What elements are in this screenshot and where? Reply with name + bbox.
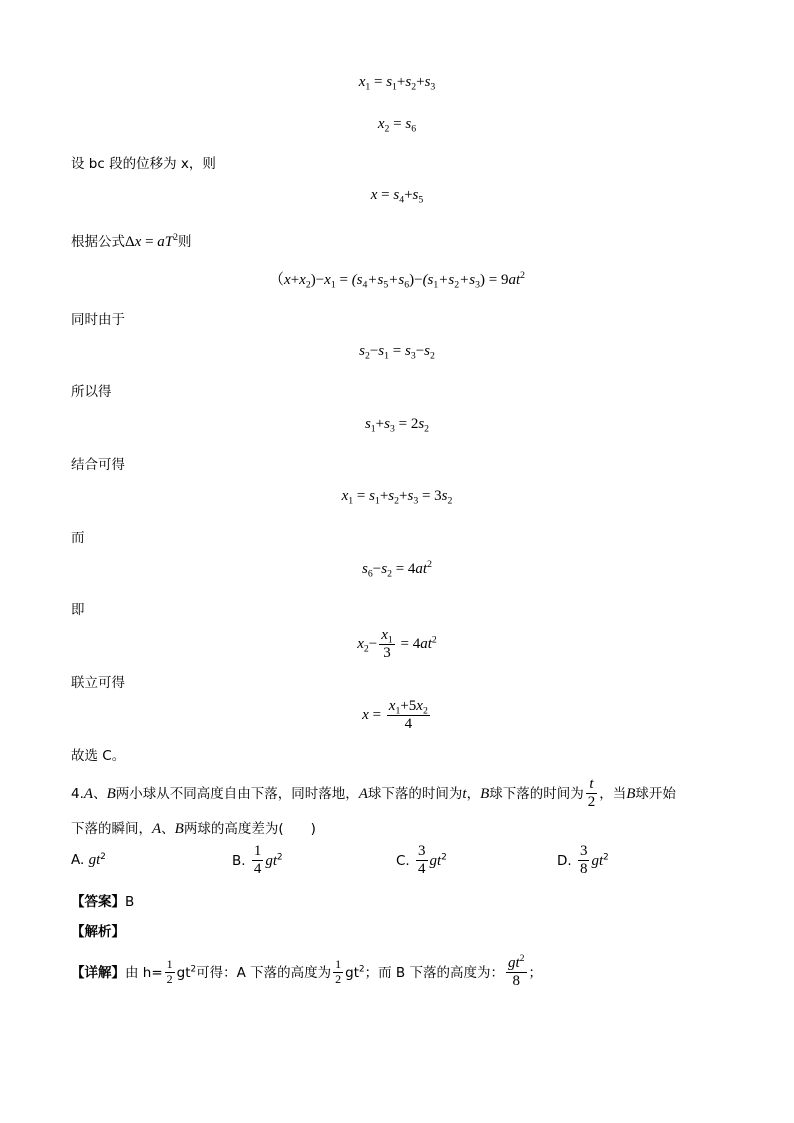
var: s [424,343,431,359]
sub: 2 [394,495,400,507]
option-label: C. [396,852,410,869]
var: B [626,785,636,802]
numerator: 1 [335,957,342,972]
text: 两球的高度差为( ) [183,821,316,837]
var: x [299,272,306,288]
denominator: 2 [587,794,596,811]
question-4-line-1 [71,776,676,812]
text: 球下落的时间为 [489,785,584,802]
sub: 1 [392,81,397,93]
var: A [83,785,94,802]
paren: ) [409,272,415,288]
var: T [164,234,174,250]
op: = [356,488,366,504]
op: = [373,74,383,90]
var: x [284,272,291,288]
text: 根据公式 [71,234,125,250]
numerator: 1 [252,843,264,861]
term: +s [438,272,455,288]
paren: （ [269,272,285,288]
fraction [586,776,598,812]
op: = [421,488,431,504]
op: = [392,343,402,359]
op: = [372,707,382,724]
denominator: 4 [253,861,262,878]
sub: 3 [413,495,419,507]
text-simul: 联立可得 [71,675,125,691]
var: x [388,698,396,714]
op: = [145,234,154,250]
option-label: A. [71,852,85,868]
sub: 6 [404,279,410,291]
op: + [396,74,406,90]
var: x [358,74,366,90]
equation-x2-frac [0,627,794,663]
text: 球开始 [635,785,676,802]
var: s [364,416,371,432]
op: = [400,636,409,653]
sub: 5 [383,279,389,291]
sub: 1 [387,634,393,646]
op: − [369,343,379,359]
var: s [388,488,395,504]
op: = [395,561,405,577]
equation-s-diff [0,343,794,360]
num: 2 [410,416,419,432]
term: +s [459,272,476,288]
sub: 2 [305,279,311,291]
text-choose: 故选 C。 [71,748,126,764]
var: B [174,821,184,837]
option-d [557,843,609,879]
option-b [232,843,283,879]
var: A [358,785,368,802]
sub: 2 [387,568,392,580]
text: gt [345,964,360,981]
sub: 2 [430,350,435,362]
symbol: Δ [125,234,135,250]
var: x [416,698,423,714]
op: + [375,416,385,432]
denominator: 4 [404,716,413,733]
var: s [393,187,400,203]
detail-line [71,955,542,991]
op: − [415,343,425,359]
var: s [405,74,412,90]
var: s [386,74,393,90]
var: B [106,785,116,802]
denominator: 2 [335,972,342,987]
numerator: 1 [166,957,173,972]
var: B [480,785,490,802]
equation-x [0,187,794,204]
sup: 2 [277,852,283,863]
var: a [157,234,165,250]
var: at [415,561,428,577]
op: + [416,74,425,90]
term: (s [351,272,363,288]
text-and: 而 [71,530,85,546]
var: at [420,636,432,653]
var: x [377,116,385,132]
question-number: 4. [71,785,84,802]
var: s [412,187,419,203]
var: s [378,343,385,359]
op: + [290,272,300,288]
sub: 1 [365,81,371,93]
text: ， [466,785,481,802]
op: − [372,561,382,577]
var: x [362,707,369,724]
sub: 6 [411,123,417,135]
question-4-line-2 [71,817,316,838]
text: ，当 [599,785,627,802]
var: s [362,561,368,577]
var: s [369,488,375,504]
denominator: 8 [512,973,520,990]
sup: 2 [519,953,525,965]
text-so: 所以得 [71,384,112,400]
fraction [252,843,264,879]
var: s [384,416,390,432]
denominator: 2 [166,972,173,987]
sub: 3 [410,350,416,362]
var: s [359,343,365,359]
sub: 1 [370,423,376,435]
var: s [418,416,425,432]
var: x [357,636,364,653]
fraction [416,843,428,879]
answer-line [71,890,134,910]
sup: 2 [359,964,365,975]
sub: 4 [362,279,368,291]
op: − [368,636,378,653]
option-a [71,852,106,869]
text: 、 [93,785,107,802]
analysis-tag: 【解析】 [71,924,125,940]
sub: 1 [348,495,354,507]
sub: 1 [384,350,390,362]
var: x [324,272,331,288]
denominator: 3 [383,645,391,662]
detail-tag: 【详解】 [71,964,125,981]
sub: 1 [374,495,380,507]
sup: 2 [603,852,609,863]
paren: ) [479,272,485,288]
equation-long [0,268,794,289]
var: s [405,116,412,132]
op: − [315,272,325,288]
var: s [424,74,431,90]
text-combine: 结合可得 [71,457,125,473]
num: 9 [500,272,509,288]
var: at [508,272,521,288]
numerator: 3 [578,843,590,861]
text: gt [176,964,191,981]
op: − [414,272,423,288]
text-same: 同时由于 [71,312,125,328]
term: +s [388,272,405,288]
option-label: B. [232,852,246,869]
var: x [134,234,142,250]
text: 则 [178,234,192,250]
sub: 2 [363,643,369,655]
fraction [333,958,343,987]
option-c [396,843,447,879]
term: (s [422,272,434,288]
option-label: D. [557,852,572,869]
text-bc: 设 bc 段的位移为 x，则 [71,156,216,172]
var: t [462,785,467,802]
equation-s6 [0,561,794,578]
fraction [506,955,527,991]
sub: 1 [433,279,439,291]
sub: 2 [384,123,390,135]
text: ；而 B 下落的高度为： [364,964,504,981]
op: + [399,488,408,504]
var: x [370,187,378,203]
var: gt [265,852,278,869]
var: s [404,343,411,359]
num: 3 [434,488,442,504]
sub: 2 [422,705,428,717]
paren: ) [310,272,316,288]
sub: 2 [454,279,460,291]
op: = [339,272,348,288]
equation-x1-result [0,488,794,505]
op: = [393,116,402,132]
denominator: 4 [418,861,426,878]
text: 两小球从不同高度自由下落，同时落地， [115,785,359,802]
sub: 3 [389,423,395,435]
numerator: t [586,776,598,794]
text: 下落的瞬间， [71,821,152,837]
var: s [441,488,448,504]
sup: 2 [190,964,197,975]
var: A [152,821,162,837]
sub: 3 [475,279,480,291]
sub: 2 [424,423,430,435]
equation-x-result [0,698,794,734]
equation-s-sum [0,416,794,433]
op: = [398,416,408,432]
sub: 2 [411,81,417,93]
text: 球下落的时间为 [367,785,463,802]
formula-delta-x [125,234,178,250]
var: x [341,488,349,504]
num: 4 [412,636,421,653]
fraction [379,627,395,663]
sup: 2 [520,270,525,282]
num: 4 [407,561,416,577]
sub: 1 [330,279,336,291]
answer-tag: 【答案】 [71,894,125,910]
sup: 2 [100,851,106,862]
text: ； [528,964,542,981]
op: +5 [400,698,417,714]
term: +s [367,272,384,288]
sub: 2 [364,350,370,362]
sub: 5 [418,194,424,206]
var: gt [429,852,442,869]
text: 、 [161,821,175,837]
answer-value: B [125,894,135,910]
var: gt [88,852,101,868]
var: x [381,627,388,643]
var: gt [507,955,520,971]
numerator: 3 [416,843,428,861]
op: + [404,187,413,203]
sup: 2 [431,634,437,646]
sup: 2 [441,852,447,863]
sub: 3 [430,81,436,93]
fraction [387,698,430,734]
fraction [165,958,175,987]
sub: 6 [367,568,373,580]
sub: 2 [447,495,453,507]
denominator: 8 [579,861,588,878]
fraction [578,843,590,879]
sup: 2 [427,559,432,571]
text-formula [71,230,192,251]
text: 由 h= [125,964,163,981]
var: s [407,488,414,504]
equation-x2 [0,116,794,133]
op: + [379,488,389,504]
text-ie: 即 [71,602,85,618]
sub: 4 [399,194,405,206]
sub: 1 [395,705,401,717]
var: s [381,561,388,577]
text: 可得：A 下落的高度为 [196,964,332,981]
sup: 2 [173,232,179,244]
op: = [381,187,390,203]
equation-x1 [0,74,794,91]
var: gt [591,852,604,869]
op: = [488,272,498,288]
